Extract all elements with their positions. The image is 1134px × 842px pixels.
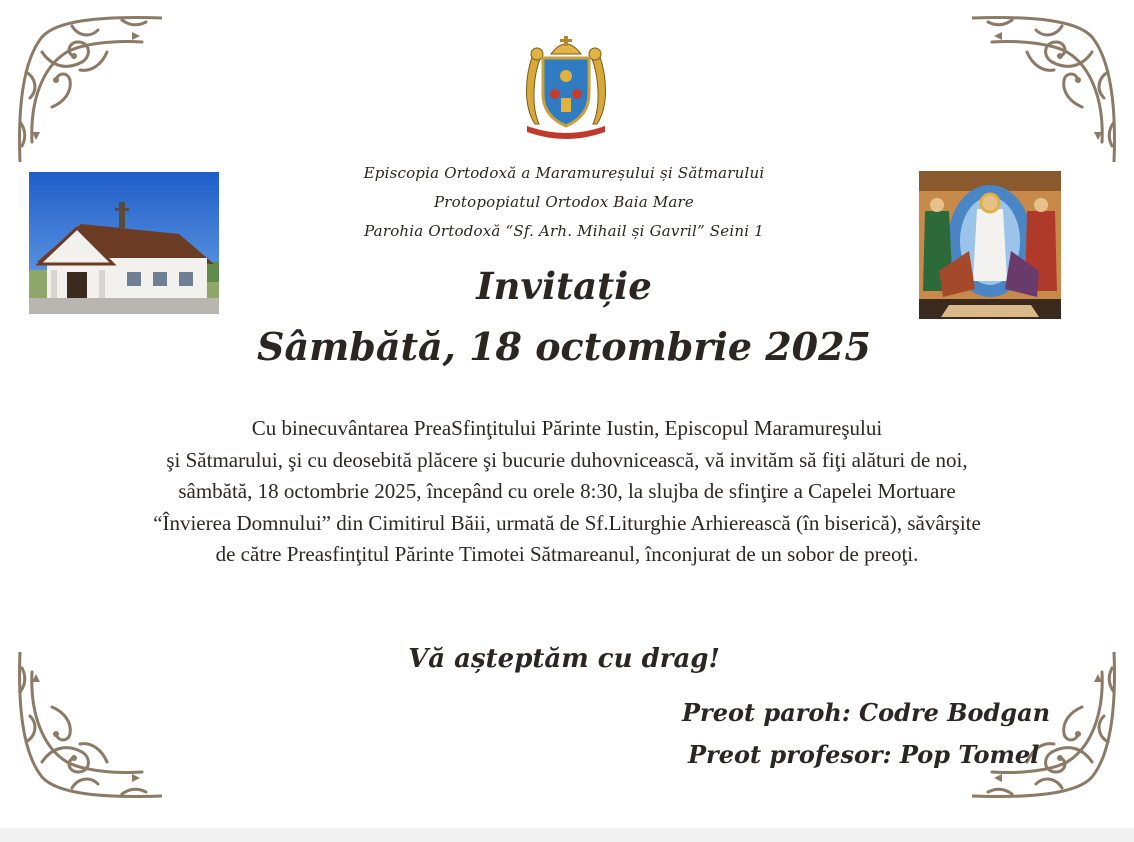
- body-line: şi Sătmarului, şi cu deosebită plăcere şi bucurie duhovnicească, vă invităm să fiţi alături de noi,: [166, 447, 968, 472]
- event-date: Sâmbătă, 18 octombrie 2025: [257, 324, 871, 369]
- signature-professor-priest: Preot profesor: Pop Tomel: [688, 740, 1040, 769]
- corner-ornament-top-left-icon: [12, 12, 162, 162]
- body-line: Cu binecuvântarea PreaSfinţitului Părinte Iustin, Episcopul Maramureşului: [251, 416, 883, 440]
- corner-ornament-bottom-right-icon: [972, 652, 1122, 802]
- body-line: de către Preasfinţitul Părinte Timotei Sătmareanul, înconjurat de un sobor de preoţi.: [215, 542, 919, 566]
- corner-ornament-bottom-left-icon: [12, 652, 162, 802]
- body-line: sâmbătă, 18 octombrie 2025, începând cu orele 8:30, la slujba de sfinţire a Capelei Mortuare: [178, 479, 956, 503]
- episcopal-crest-icon: [513, 36, 619, 146]
- closing-line: Vă așteptăm cu drag!: [408, 644, 720, 674]
- body-line: “Învierea Domnului” din Cimitirul Băii, urmată de Sf.Liturghie Arhierească (în biserică), săvârşite: [153, 510, 981, 535]
- invitation-title: Invitație: [476, 264, 652, 308]
- bottom-band: [0, 828, 1134, 842]
- signature-parish-priest: Preot paroh: Codre Bodgan: [682, 698, 1051, 727]
- header-deanery: Protopopiatul Ortodox Baia Mare: [434, 193, 694, 211]
- header-diocese: Episcopia Ortodoxă a Maramureșului și Sătmarului: [363, 164, 765, 182]
- header-parish: Parohia Ortodoxă “Sf. Arh. Mihail și Gavril” Seini 1: [364, 222, 764, 240]
- corner-ornament-top-right-icon: [972, 12, 1122, 162]
- invitation-body: [0, 413, 1134, 571]
